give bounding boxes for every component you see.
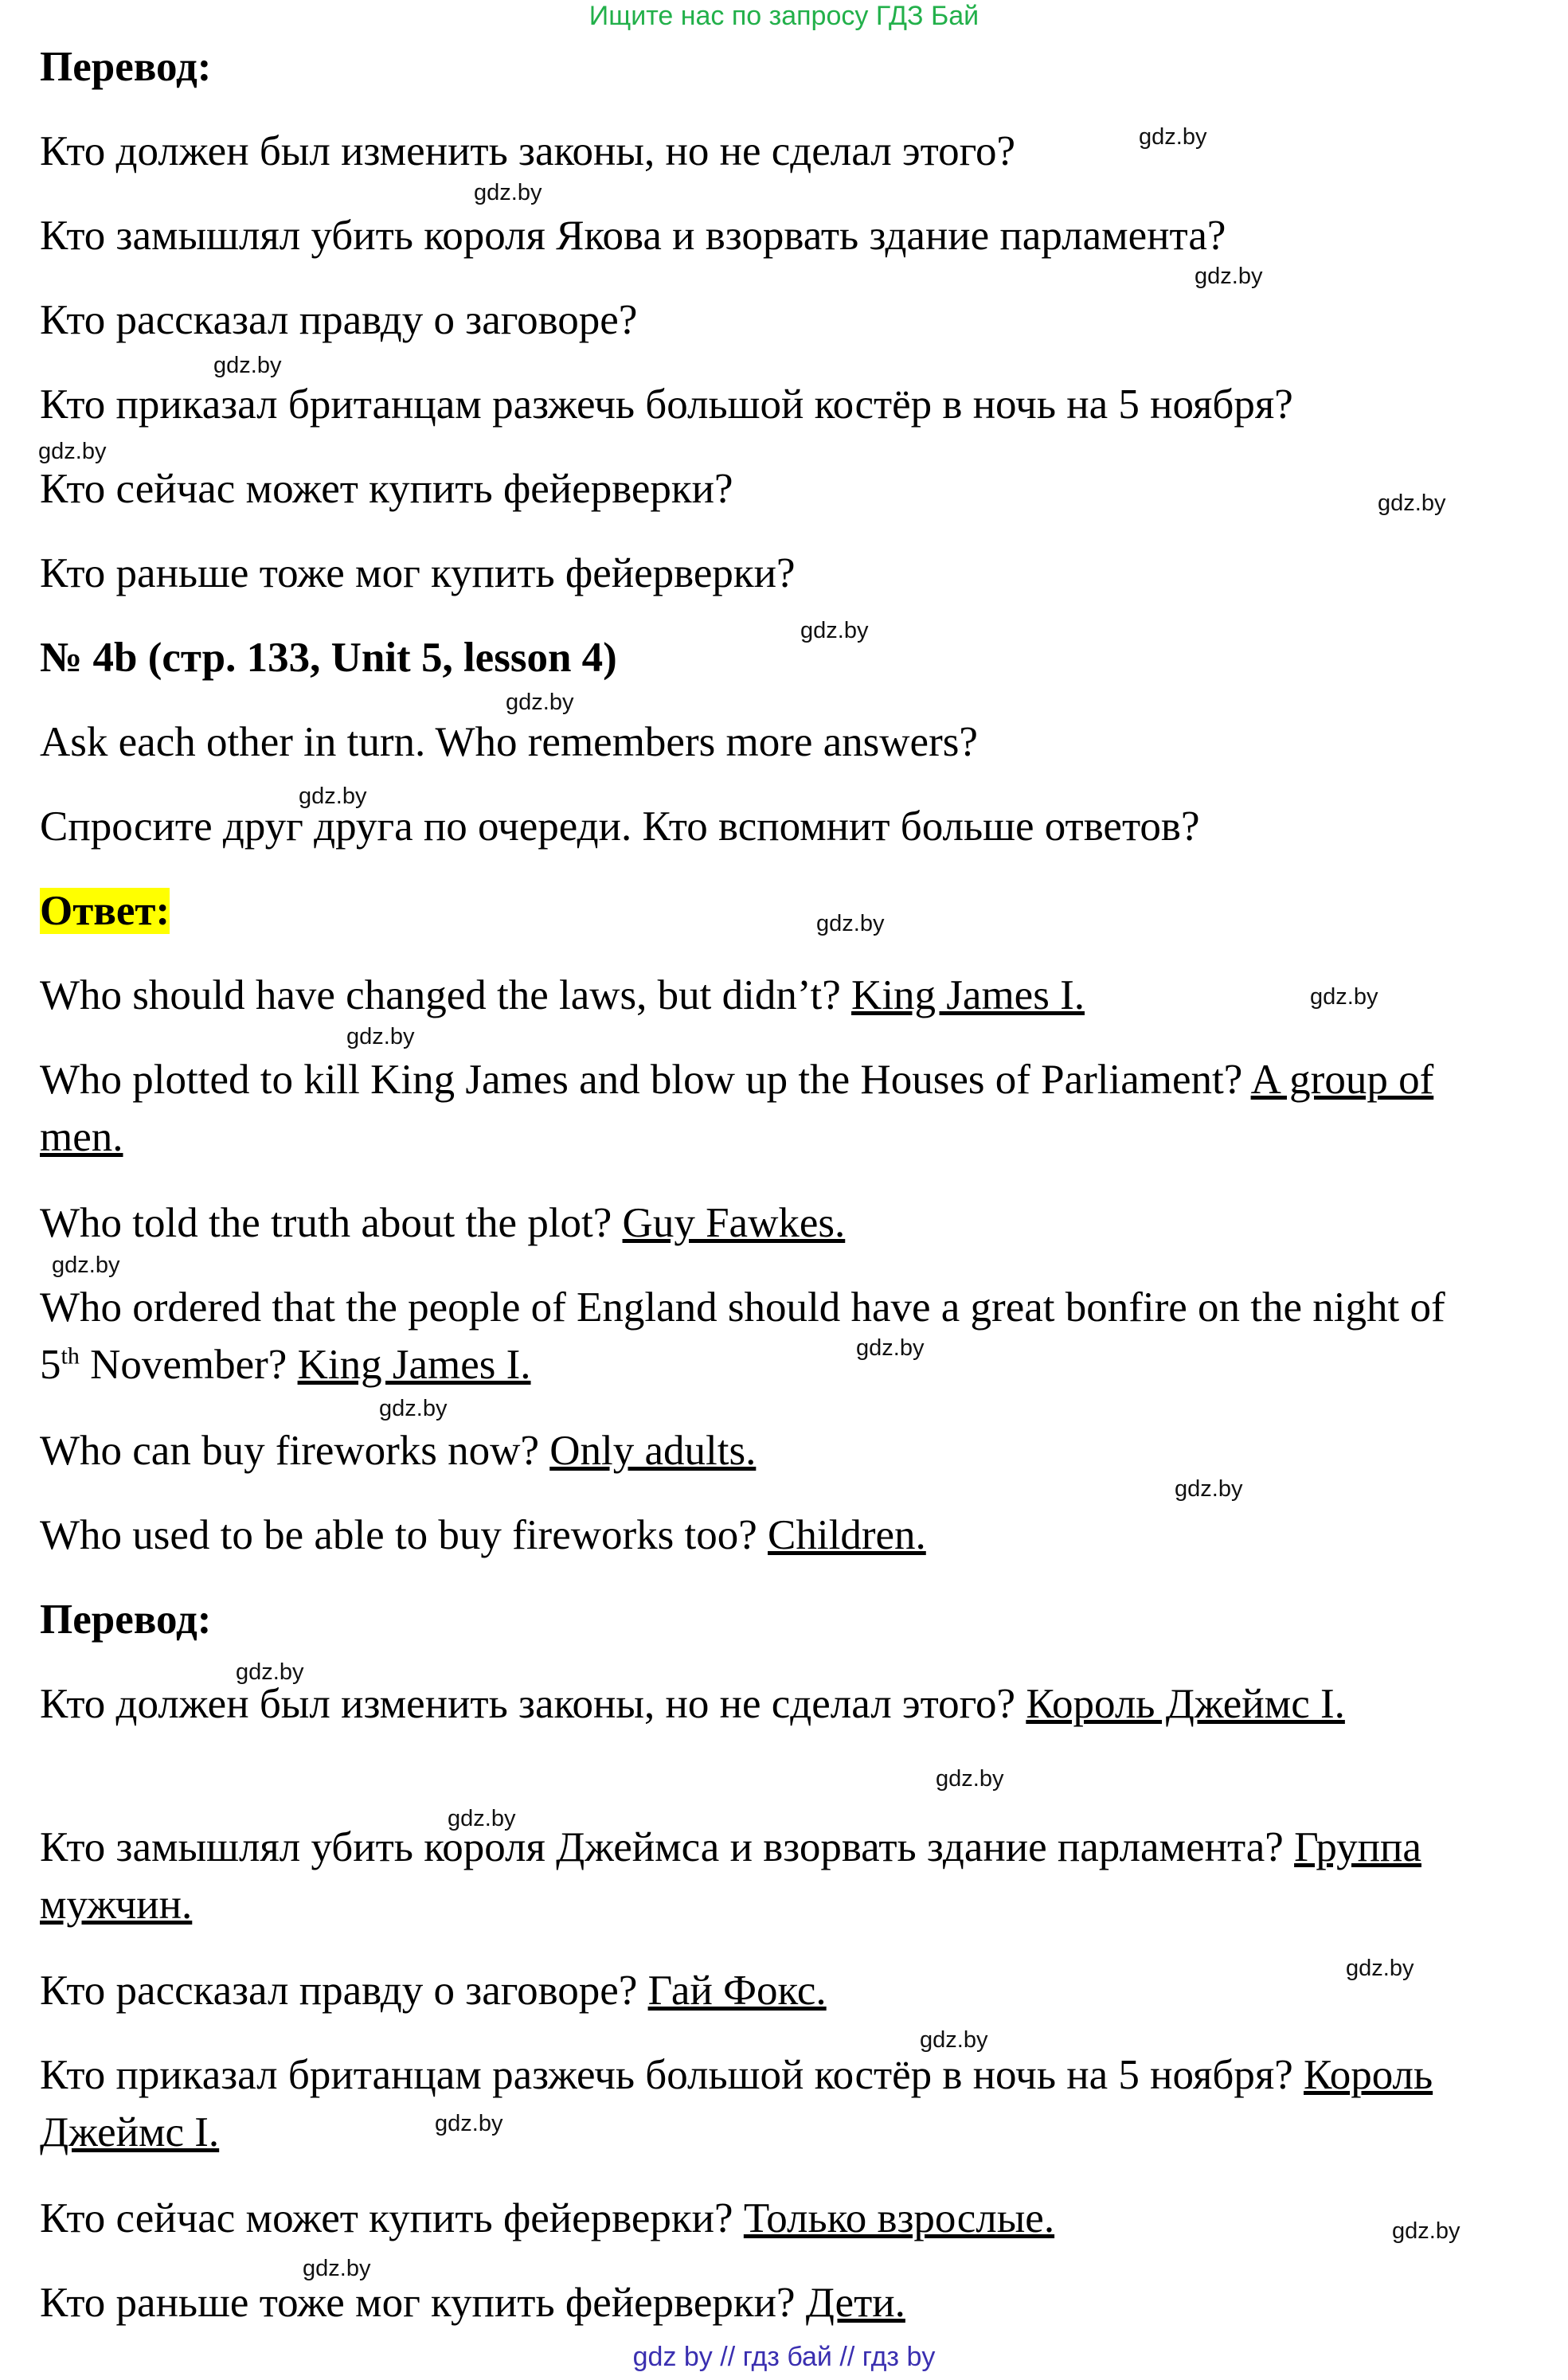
- watermark: gdz.by: [379, 1396, 448, 1421]
- translation-answer: Король Джеймс I.: [40, 2052, 1433, 2155]
- watermark: gdz.by: [1392, 2218, 1460, 2244]
- watermark: gdz.by: [1378, 490, 1446, 516]
- watermark: gdz.by: [856, 1335, 925, 1361]
- answer-value: King James I.: [851, 972, 1085, 1018]
- watermark: gdz.by: [800, 618, 869, 643]
- watermark: gdz.by: [1139, 124, 1207, 150]
- answer-item: [40, 1051, 1473, 1166]
- translation-answer: Гай Фокс.: [647, 1968, 827, 2014]
- translation-question: Кто сейчас может купить фейерверки?: [40, 2195, 744, 2241]
- ordinal-suffix: th: [61, 1342, 80, 1370]
- watermark: gdz.by: [936, 1766, 1004, 1792]
- watermark: gdz.by: [303, 2256, 371, 2281]
- section1-line: Кто сейчас может купить фейерверки?: [40, 466, 733, 512]
- answer-item: [40, 1279, 1473, 1393]
- watermark: gdz.by: [52, 1253, 120, 1278]
- answer-heading-label: Ответ:: [40, 888, 170, 934]
- watermark: gdz.by: [474, 180, 542, 205]
- section1-line: Кто приказал британцам разжечь большой костёр в ночь на 5 ноября?: [40, 381, 1293, 428]
- answer-question: Who ordered that the people of England should have a great bonfire on the night of 5: [40, 1284, 1445, 1388]
- task-title: № 4b (стр. 133, Unit 5, lesson 4): [40, 635, 617, 681]
- section2-heading: Перевод:: [40, 1596, 212, 1643]
- answer-value: Children.: [768, 1512, 926, 1558]
- section1-line: Кто должен был изменить законы, но не сделал этого?: [40, 128, 1016, 174]
- watermark: gdz.by: [816, 911, 885, 936]
- translation-item: [40, 2190, 1054, 2247]
- answer-item: [40, 1194, 845, 1252]
- watermark: gdz.by: [213, 353, 282, 378]
- section1-line: Кто замышлял убить короля Якова и взорвать здание парламента?: [40, 213, 1226, 259]
- translation-answer: Дети.: [805, 2280, 905, 2326]
- translation-item: [40, 1819, 1473, 1933]
- translation-item: [40, 1962, 827, 2019]
- top-note: Ищите нас по запросу ГДЗ Бай: [588, 1, 980, 31]
- answer-question: Who used to be able to buy fireworks too?: [40, 1512, 768, 1558]
- answer-question: Who can buy fireworks now?: [40, 1428, 550, 1474]
- translation-answer: Только взрослые.: [743, 2195, 1055, 2241]
- watermark: gdz.by: [236, 1659, 304, 1685]
- answer-question-tail: November?: [79, 1342, 298, 1388]
- section1-line: Кто рассказал правду о заговоре?: [40, 297, 638, 343]
- answer-question: Who told the truth about the plot?: [40, 1200, 623, 1246]
- translation-answer: Король Джеймс I.: [1026, 1681, 1345, 1727]
- watermark: gdz.by: [506, 690, 574, 715]
- answer-item: [40, 967, 1085, 1024]
- watermark: gdz.by: [920, 2027, 988, 2053]
- translation-item: [40, 2046, 1473, 2161]
- footer: gdz by // гдз бай // гдз by: [632, 2342, 936, 2372]
- watermark: gdz.by: [1310, 984, 1378, 1010]
- answer-value: A group of men.: [40, 1057, 1434, 1160]
- translation-question: Кто раньше тоже мог купить фейерверки?: [40, 2280, 806, 2326]
- watermark: gdz.by: [1175, 1476, 1243, 1502]
- answer-question: Who plotted to kill King James and blow up the Houses of Parliament?: [40, 1057, 1251, 1103]
- task-instruction-en: Ask each other in turn. Who remembers more answers?: [40, 719, 978, 765]
- watermark: gdz.by: [1195, 264, 1263, 289]
- watermark: gdz.by: [1346, 1956, 1414, 1981]
- translation-question: Кто рассказал правду о заговоре?: [40, 1968, 648, 2014]
- translation-question: Кто приказал британцам разжечь большой костёр в ночь на 5 ноября?: [40, 2052, 1304, 2098]
- answer-value: Only adults.: [549, 1428, 757, 1474]
- translation-item: [40, 2274, 905, 2331]
- answer-heading: [40, 882, 170, 940]
- watermark: gdz.by: [346, 1024, 415, 1049]
- translation-answer: Группа мужчин.: [40, 1824, 1421, 1928]
- translation-question: Кто замышлял убить короля Джеймса и взорвать здание парламента?: [40, 1824, 1295, 1870]
- answer-value: King James I.: [297, 1342, 531, 1388]
- task-instruction-ru: Спросите друг друга по очереди. Кто вспомнит больше ответов?: [40, 803, 1200, 850]
- answer-question: Who should have changed the laws, but didn’t?: [40, 972, 852, 1018]
- watermark: gdz.by: [38, 439, 107, 464]
- answer-item: [40, 1507, 926, 1564]
- translation-question: Кто должен был изменить законы, но не сделал этого?: [40, 1681, 1026, 1727]
- watermark: gdz.by: [448, 1806, 516, 1831]
- answer-value: Guy Fawkes.: [622, 1200, 846, 1246]
- section1-heading: Перевод:: [40, 44, 212, 90]
- watermark: gdz.by: [435, 2111, 503, 2136]
- answer-item: [40, 1422, 756, 1479]
- section1-line: Кто раньше тоже мог купить фейерверки?: [40, 550, 796, 596]
- watermark: gdz.by: [299, 784, 367, 809]
